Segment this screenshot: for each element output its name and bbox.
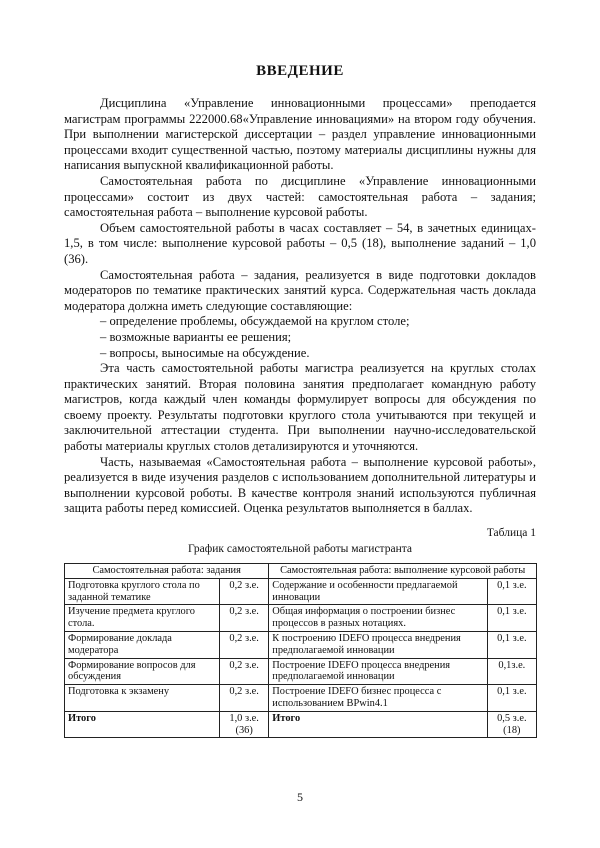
- total-value-tasks: 1,0 з.е. (36): [219, 711, 268, 738]
- task-value-cell: 0,2 з.е.: [219, 685, 268, 712]
- course-value-cell: 0,1з.е.: [487, 658, 536, 685]
- course-cell: Общая информация о построении бизнес процессов в разных нотациях.: [269, 605, 487, 632]
- components-list: [64, 314, 536, 361]
- task-value-cell: 0,2 з.е.: [219, 658, 268, 685]
- total-label-tasks: Итого: [65, 711, 220, 738]
- course-cell: К построению IDEFO процесса внедрения предполагаемой инновации: [269, 631, 487, 658]
- course-cell: Содержание и особенности предлагаемой инновации: [269, 578, 487, 605]
- course-cell: Построение IDEFO бизнес процесса с использованием BPwin4.1: [269, 685, 487, 712]
- paragraph-intro: Дисциплина «Управление инновационными процессами» преподается магистрам программы 222000.68«Управление инновациями» на втором году обучения. При выполнении магистерской диссертации – раздел управление инновационными процессами входит существенной частью, поэтому материалы дисциплины нужны для написания выпускной квалификационной работы.: [64, 96, 536, 173]
- table-row: [65, 578, 537, 605]
- page-number: 5: [297, 790, 303, 804]
- task-cell: Формирование вопросов для обсуждения: [65, 658, 220, 685]
- total-value-coursework: 0,5 з.е. (18): [487, 711, 536, 738]
- list-item: – определение проблемы, обсуждаемой на круглом столе;: [100, 314, 410, 329]
- paragraph-coursework: Часть, называемая «Самостоятельная работа – выполнение курсовой работы», реализуется в виде изучения разделов с использованием дополнительной литературы и выполнении курсовой роботы. В качестве контроля знаний используются публичная защита работы перед комиссией. Оценка результатов выполняется в баллах.: [64, 454, 536, 516]
- task-cell: Изучение предмета круглого стола.: [65, 605, 220, 632]
- list-item: – вопросы, выносимые на обсуждение.: [100, 345, 310, 360]
- table-row: [65, 605, 537, 632]
- task-cell: Подготовка к экзамену: [65, 685, 220, 712]
- course-value-cell: 0,1 з.е.: [487, 578, 536, 605]
- task-value-cell: 0,2 з.е.: [219, 631, 268, 658]
- course-value-cell: 0,1 з.е.: [487, 631, 536, 658]
- table-header-row: [65, 564, 537, 579]
- total-label-coursework: Итого: [269, 711, 487, 738]
- table-row: [65, 685, 537, 712]
- task-value-cell: 0,2 з.е.: [219, 605, 268, 632]
- course-value-cell: 0,1 з.е.: [487, 685, 536, 712]
- page-title: ВВЕДЕНИЕ: [256, 63, 344, 79]
- course-value-cell: 0,1 з.е.: [487, 605, 536, 632]
- course-cell: Построение IDEFO процесса внедрения предполагаемой инновации: [269, 658, 487, 685]
- paragraph-volume: Объем самостоятельной работы в часах составляет – 54, в зачетных единицах- 1,5, в том числе: выполнение курсовой работы – 0,5 (18), выполнение заданий – 1,0 (36).: [64, 220, 536, 266]
- schedule-table: [64, 563, 537, 738]
- paragraph-tasks: Самостоятельная работа – задания, реализуется в виде подготовки докладов модераторов по тематике практических занятий курса. Содержательная часть доклада модератора должна иметь следующие составляющие:: [64, 267, 536, 313]
- paragraph-structure: Самостоятельная работа по дисциплине «Управление инновационными процессами» состоит из двух частей: самостоятельная работа – задания; самостоятельная работа – выполнение курсовой работы.: [64, 173, 536, 220]
- table-label: Таблица 1: [486, 527, 536, 539]
- table-row: [65, 631, 537, 658]
- paragraph-roundtable: Эта часть самостоятельной работы магистра реализуется на круглых столах практических занятий. Вторая половина занятия предполагает командную работу магистров, когда каждый член команды формулирует вопросы для обсуждения по своему проекту. Результаты подготовки круглого стола учитываются при текущей и заключительной аттестации студента. При выполнении научно-исследовательской работы материалы круглых столов детализируются и уточняются.: [64, 361, 536, 454]
- header-tasks: Самостоятельная работа: задания: [65, 564, 269, 579]
- table-row: [65, 658, 537, 685]
- table-caption: График самостоятельной работы магистранта: [187, 543, 412, 555]
- header-coursework: Самостоятельная работа: выполнение курсовой работы: [269, 564, 537, 579]
- task-cell: Формирование доклада модератора: [65, 631, 220, 658]
- task-value-cell: 0,2 з.е.: [219, 578, 268, 605]
- list-item: – возможные варианты ее решения;: [100, 329, 292, 344]
- body-text: [64, 96, 536, 517]
- table-total-row: [65, 711, 537, 738]
- task-cell: Подготовка круглого стола по заданной тематике: [65, 578, 220, 605]
